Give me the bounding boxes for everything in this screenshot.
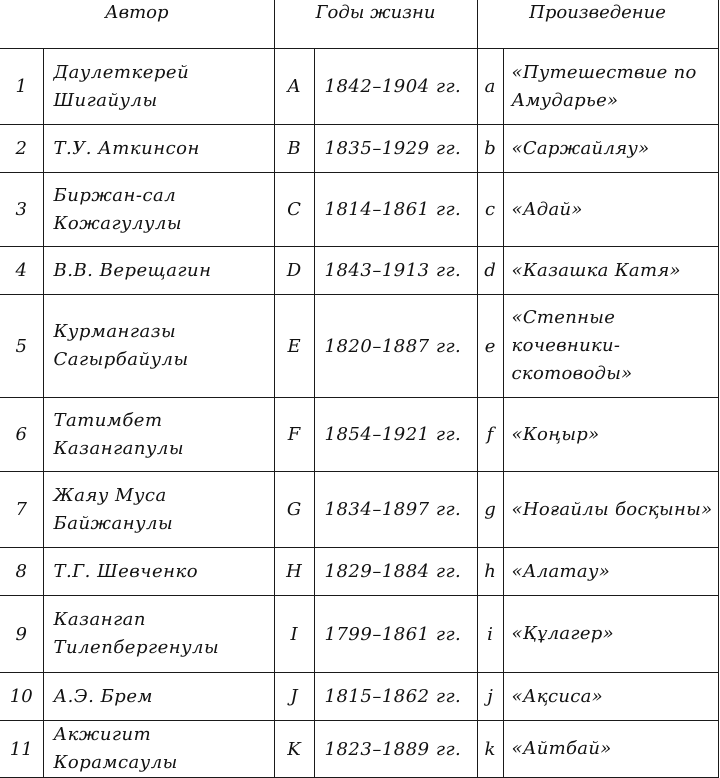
table-row — [0, 673, 718, 721]
life-years: 1829–1884 гг. — [314, 548, 477, 596]
row-number: 7 — [0, 472, 43, 548]
work-title: «Адай» — [503, 173, 718, 247]
author-name: Акжигит Корамсаулы — [43, 721, 274, 778]
work-letter: g — [477, 472, 503, 548]
work-title: «Құлагер» — [503, 596, 718, 673]
work-title: «Путешествие по Амударье» — [503, 49, 718, 125]
life-years: 1854–1921 гг. — [314, 398, 477, 472]
table-row — [0, 596, 718, 673]
work-title: «Степные кочевники- скотоводы» — [503, 295, 718, 398]
header-years: Годы жизни — [274, 0, 477, 49]
row-number: 3 — [0, 173, 43, 247]
work-title: «Казашка Катя» — [503, 247, 718, 295]
table-row — [0, 125, 718, 173]
author-name: Курмангазы Сагырбайулы — [43, 295, 274, 398]
years-letter: I — [274, 596, 314, 673]
work-title: «Айтбай» — [503, 721, 718, 778]
work-title: «Коңыр» — [503, 398, 718, 472]
author-name: Т.У. Аткинсон — [43, 125, 274, 173]
years-letter: G — [274, 472, 314, 548]
table-row — [0, 247, 718, 295]
author-name: В.В. Верещагин — [43, 247, 274, 295]
table-row — [0, 472, 718, 548]
table-row — [0, 398, 718, 472]
work-letter: a — [477, 49, 503, 125]
work-letter: e — [477, 295, 503, 398]
life-years: 1823–1889 гг. — [314, 721, 477, 778]
author-name: Даулеткерей Шигайулы — [43, 49, 274, 125]
table-row — [0, 721, 718, 778]
header-row — [0, 0, 718, 49]
table-row — [0, 295, 718, 398]
work-letter: c — [477, 173, 503, 247]
header-author: Автор — [0, 0, 274, 49]
years-letter: E — [274, 295, 314, 398]
row-number: 8 — [0, 548, 43, 596]
years-letter: K — [274, 721, 314, 778]
years-letter: A — [274, 49, 314, 125]
years-letter: H — [274, 548, 314, 596]
work-letter: i — [477, 596, 503, 673]
row-number: 1 — [0, 49, 43, 125]
author-name: А.Э. Брем — [43, 673, 274, 721]
life-years: 1835–1929 гг. — [314, 125, 477, 173]
work-letter: f — [477, 398, 503, 472]
life-years: 1814–1861 гг. — [314, 173, 477, 247]
life-years: 1843–1913 гг. — [314, 247, 477, 295]
table-row — [0, 548, 718, 596]
work-title: «Саржайляу» — [503, 125, 718, 173]
row-number: 10 — [0, 673, 43, 721]
row-number: 4 — [0, 247, 43, 295]
work-letter: j — [477, 673, 503, 721]
life-years: 1815–1862 гг. — [314, 673, 477, 721]
author-name: Жаяу Муса Байжанулы — [43, 472, 274, 548]
life-years: 1834–1897 гг. — [314, 472, 477, 548]
table-body — [0, 49, 718, 778]
years-letter: F — [274, 398, 314, 472]
author-name: Татимбет Казангапулы — [43, 398, 274, 472]
work-title: «Ноғайлы босқыны» — [503, 472, 718, 548]
work-letter: d — [477, 247, 503, 295]
table-row — [0, 49, 718, 125]
life-years: 1820–1887 гг. — [314, 295, 477, 398]
years-letter: B — [274, 125, 314, 173]
row-number: 2 — [0, 125, 43, 173]
years-letter: D — [274, 247, 314, 295]
work-title: «Ақсиса» — [503, 673, 718, 721]
author-name: Казангап Тилепбергенулы — [43, 596, 274, 673]
life-years: 1799–1861 гг. — [314, 596, 477, 673]
life-years: 1842–1904 гг. — [314, 49, 477, 125]
work-title: «Алатау» — [503, 548, 718, 596]
table-row — [0, 173, 718, 247]
years-letter: J — [274, 673, 314, 721]
work-letter: h — [477, 548, 503, 596]
work-letter: b — [477, 125, 503, 173]
row-number: 5 — [0, 295, 43, 398]
author-name: Т.Г. Шевченко — [43, 548, 274, 596]
row-number: 9 — [0, 596, 43, 673]
row-number: 11 — [0, 721, 43, 778]
work-letter: k — [477, 721, 503, 778]
row-number: 6 — [0, 398, 43, 472]
header-work: Произведение — [477, 0, 718, 49]
years-letter: C — [274, 173, 314, 247]
author-name: Биржан-сал Кожагулулы — [43, 173, 274, 247]
